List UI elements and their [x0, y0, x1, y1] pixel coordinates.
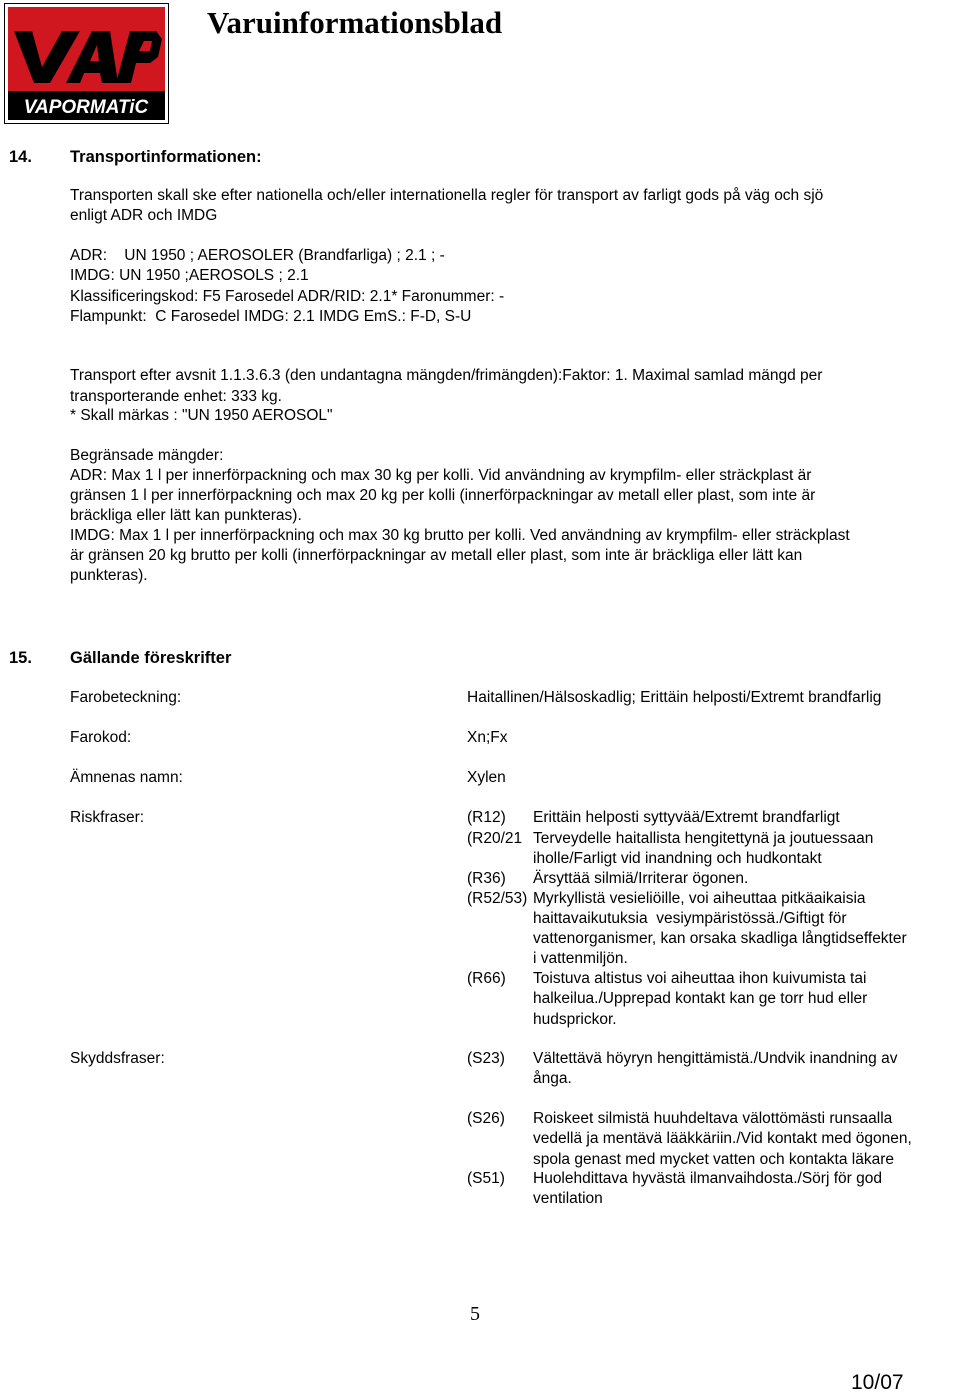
adr-line: ADR: UN 1950 ; AEROSOLER (Brandfarliga) ; 2.1 ; -	[70, 247, 445, 264]
safety-phrase-text: Roiskeet silmistä huuhdeltava välottömästi runsaalla	[533, 1110, 893, 1127]
risk-phrase-code: (R20/21	[467, 830, 523, 847]
section-14-number: 14.	[9, 148, 32, 166]
skyddsfraser-label: Skyddsfraser:	[70, 1050, 165, 1067]
transport-exemption-line: Transport efter avsnit 1.1.3.6.3 (den undantagna mängden/frimängden):Faktor: 1. Maximal samlad mängd per	[70, 367, 823, 384]
safety-phrase-text: vedellä ja mentävä lääkkäriin./Vid kontakt med ögonen,	[533, 1130, 912, 1147]
document-title: Varuinformationsblad	[207, 5, 503, 40]
limited-quantities-line: ADR: Max 1 l per innerförpackning och max 30 kg per kolli. Vid användning av krympfilm- eller sträckplast är	[70, 467, 812, 484]
page-number: 5	[470, 1303, 480, 1325]
risk-phrase-code: (R36)	[467, 870, 506, 887]
risk-phrase-code: (R66)	[467, 970, 506, 987]
section-15-number: 15.	[9, 649, 32, 667]
safety-phrase-text: spola genast med mycket vatten och kontakta läkare	[533, 1151, 895, 1168]
risk-phrase-text: halkeilua./Upprepad kontakt kan ge torr hud eller	[533, 990, 868, 1007]
limited-quantities-line: IMDG: Max 1 l per innerförpackning och max 30 kg brutto per kolli. Ved användning av krympfilm- eller sträckplast	[70, 527, 850, 544]
document-date: 10/07	[851, 1371, 904, 1394]
transport-intro-line: enligt ADR och IMDG	[70, 207, 218, 224]
limited-quantities-heading: Begränsade mängder:	[70, 447, 224, 464]
marking-line: * Skall märkas : "UN 1950 AEROSOL"	[70, 407, 333, 424]
limited-quantities-line: punkteras).	[70, 567, 148, 584]
farokod-value: Xn;Fx	[467, 729, 508, 746]
section-15-title: Gällande föreskrifter	[70, 649, 232, 667]
farobeteckning-value: Haitallinen/Hälsoskadlig; Erittäin helposti/Extremt brandfarlig	[467, 689, 882, 706]
risk-phrase-text: Erittäin helposti syttyvää/Extremt brandfarligt	[533, 809, 840, 826]
safety-phrase-text: ånga.	[533, 1070, 572, 1087]
transport-exemption-line: transporterande enhet: 333 kg.	[70, 388, 282, 405]
risk-phrase-text: Myrkyllistä vesieliöille, voi aiheuttaa pitkäaikaisia	[533, 890, 866, 907]
limited-quantities-line: bräckliga eller lätt kan punkteras).	[70, 507, 302, 524]
safety-phrase-code: (S51)	[467, 1170, 505, 1187]
limited-quantities-line: är gränsen 20 kg brutto per kolli (innerförpackningar av metall eller plast, som inte är bräckliga eller lätt kan	[70, 547, 803, 564]
risk-phrase-text: Ärsyttää silmiä/Irriterar ögonen.	[533, 870, 749, 887]
risk-phrase-text: Terveydelle haitallista hengitettynä ja joutuessaan	[533, 830, 874, 847]
risk-phrase-text: i vattenmiljön.	[533, 950, 628, 967]
risk-phrase-text: vattenorganismer, kan orsaka skadliga långtidseffekter	[533, 930, 907, 947]
risk-phrase-text: haittavaikutuksia vesiympäristössä./Giftigt för	[533, 910, 847, 927]
farokod-label: Farokod:	[70, 729, 132, 746]
imdg-line: IMDG: UN 1950 ;AEROSOLS ; 2.1	[70, 267, 309, 284]
logo-graphic	[4, 3, 169, 124]
farobeteckning-label: Farobeteckning:	[70, 689, 182, 706]
safety-phrase-text: ventilation	[533, 1190, 603, 1207]
flashpoint-line: Flampunkt: C Farosedel IMDG: 2.1 IMDG EmS.: F-D, S-U	[70, 308, 472, 325]
transport-intro-line: Transporten skall ske efter nationella och/eller internationella regler för transport av farligt gods på väg och sjö	[70, 187, 824, 204]
safety-phrase-text: Huolehdittava hyvästä ilmanvaihdosta./Sörj för god	[533, 1170, 882, 1187]
riskfraser-label: Riskfraser:	[70, 809, 145, 826]
limited-quantities-line: gränsen 1 l per innerförpackning och max 20 kg per kolli (innerförpackningar av metall eller plast, som inte är	[70, 487, 816, 504]
risk-phrase-code: (R52/53)	[467, 890, 528, 907]
safety-phrase-code: (S26)	[467, 1110, 505, 1127]
safety-phrase-text: Vältettävä höyryn hengittämistä./Undvik inandning av	[533, 1050, 898, 1067]
risk-phrase-code: (R12)	[467, 809, 506, 826]
amnenas-namn-label: Ämnenas namn:	[70, 769, 183, 786]
risk-phrase-text: iholle/Farligt vid inandning och hudkontakt	[533, 850, 822, 867]
section-14-title: Transportinformationen:	[70, 148, 262, 166]
safety-phrase-code: (S23)	[467, 1050, 505, 1067]
vapormatic-logo	[4, 3, 169, 124]
risk-phrase-text: hudsprickor.	[533, 1011, 617, 1028]
logo-bottom-text: VAPORMATiC	[23, 97, 149, 118]
classification-line: Klassificeringskod: F5 Farosedel ADR/RID: 2.1* Faronummer: -	[70, 288, 505, 305]
risk-phrase-text: Toistuva altistus voi aiheuttaa ihon kuivumista tai	[533, 970, 867, 987]
amnenas-namn-value: Xylen	[467, 769, 506, 786]
